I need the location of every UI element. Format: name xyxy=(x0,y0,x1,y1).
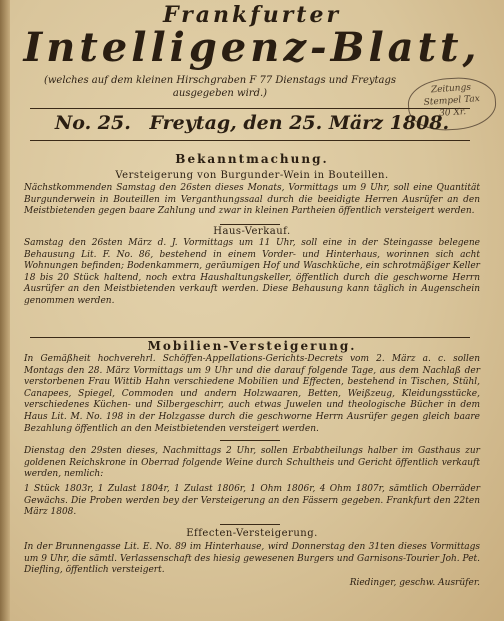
section-text-wein-list: 1 Stück 1803r, 1 Zulast 1804r, 1 Zulast 1806r, 1 Ohm 1806r, 4 Ohm 1807r, sämtlich Oberräder Gewächs. Die Proben werden bey der Versteigerung an den Fässern gegeben. Frankfurt den 22ten März 1808. xyxy=(24,484,480,518)
signature: Riedinger, geschw. Ausrüfer. xyxy=(349,578,480,588)
section-text-wein: Dienstag den 29sten dieses, Nachmittags 2 Uhr, sollen Erbabtheilungs halber im Gasthaus zur goldenen Reichskrone in Oberrad folgende Weine durch Schultheis und Gericht öffentlich verkauft werden, nemlich: xyxy=(24,446,480,480)
issue-number: No. 25. xyxy=(54,112,131,134)
stamp-line-2: Stempel Tax xyxy=(423,94,481,108)
section-subhead-burgunder: Versteigerung von Burgunder-Wein in Bouteillen. xyxy=(115,170,389,181)
header-rule-top xyxy=(30,108,470,109)
issue-date: Freytag, den 25. März 1808. xyxy=(149,112,450,134)
divider xyxy=(220,524,280,525)
masthead-title: Intelligenz-Blatt, xyxy=(23,24,481,71)
section-text-mobilien: In Gemäßheit hochverehrl. Schöffen-Appellations-Gerichts-Decrets vom 2. März a. c. sollen Montags den 28. März Vormittags um 9 Uhr und die darauf folgende Tage, aus dem Nachlaß der verstorbenen Frau Wittib Hahn verschiedene Mobilien und Effecten, bestehend in Tischen, Stühl, Canapees, Spiegel, Commoden und andern Holzwaaren, Betten, Weißzeug, Kleidungsstücke, verschiedenes Küchen- und Silbergeschirr, auch etwas Juwelen und theologische Bücher in dem Haus Lit. M. No. 198 in der Holzgasse durch die geschworne Herrn Ausrüfer gegen gleich baare Bezahlung öffentlich an den Meistbietenden versteigert werden. xyxy=(24,354,480,434)
divider xyxy=(220,440,280,441)
header-rule-bottom xyxy=(30,140,470,141)
masthead-city: Frankfurter xyxy=(162,2,342,28)
stamp-line-1: Zeitungs xyxy=(430,82,472,96)
section-subhead-hausverkauf: Haus-Verkauf. xyxy=(213,226,291,237)
section-text-burgunder: Nächstkommenden Samstag den 26sten dieses Monats, Vormittags um 9 Uhr, soll eine Quantität Burgunderwein in Bouteillen im Verganthungssaal durch die beeidigte Herren Ausrüfer an den Meistbietenden gegen baare Zahlung und zwar in kleinen Partheien öffentlich versteigert werden. xyxy=(24,183,480,217)
section-subhead-effecten: Effecten-Versteigerung. xyxy=(186,528,318,539)
divider xyxy=(30,337,470,338)
masthead-subtitle: (welches auf dem kleinen Hirschgraben F 77 Dienstags und Freytags ausgegeben wird.) xyxy=(43,75,397,99)
section-text-hausverkauf: Samstag den 26sten März d. J. Vormittags um 11 Uhr, soll eine in der Steingasse belegene Behausung Lit. F. No. 86, bestehend in einem Vorder- und Hinterhaus, worinnen sich acht Wohnungen befinden; Bodenkammern, geräumigen Hof und Waschküche, ein schrotmäßiger Keller 18 bis 20 Stück haltend, noch extra Haushaltungskeller, öffentlich durch die geschworne Herrn Ausrüfer an den Meistbietenden verkauft werden. Diese Behausung kann täglich in Augenschein genommen werden. xyxy=(24,238,480,306)
section-title-mobilien: Mobilien-Versteigerung. xyxy=(147,339,357,353)
stamp-line-3: 30 Xr. xyxy=(438,107,467,119)
section-title-bekanntmachung: Bekanntmachung. xyxy=(175,152,329,166)
divider xyxy=(220,224,280,225)
section-text-effecten: In der Brunnengasse Lit. E. No. 89 im Hinterhause, wird Donnerstag den 31ten dieses Vormittags um 9 Uhr, die sämtl. Verlassenschaft des hiesig gewesenen Burgers und Garnisons-Tourier Joh. Pet. Diefling, öffentlich versteigert. xyxy=(24,542,480,576)
issue-line xyxy=(0,112,504,134)
